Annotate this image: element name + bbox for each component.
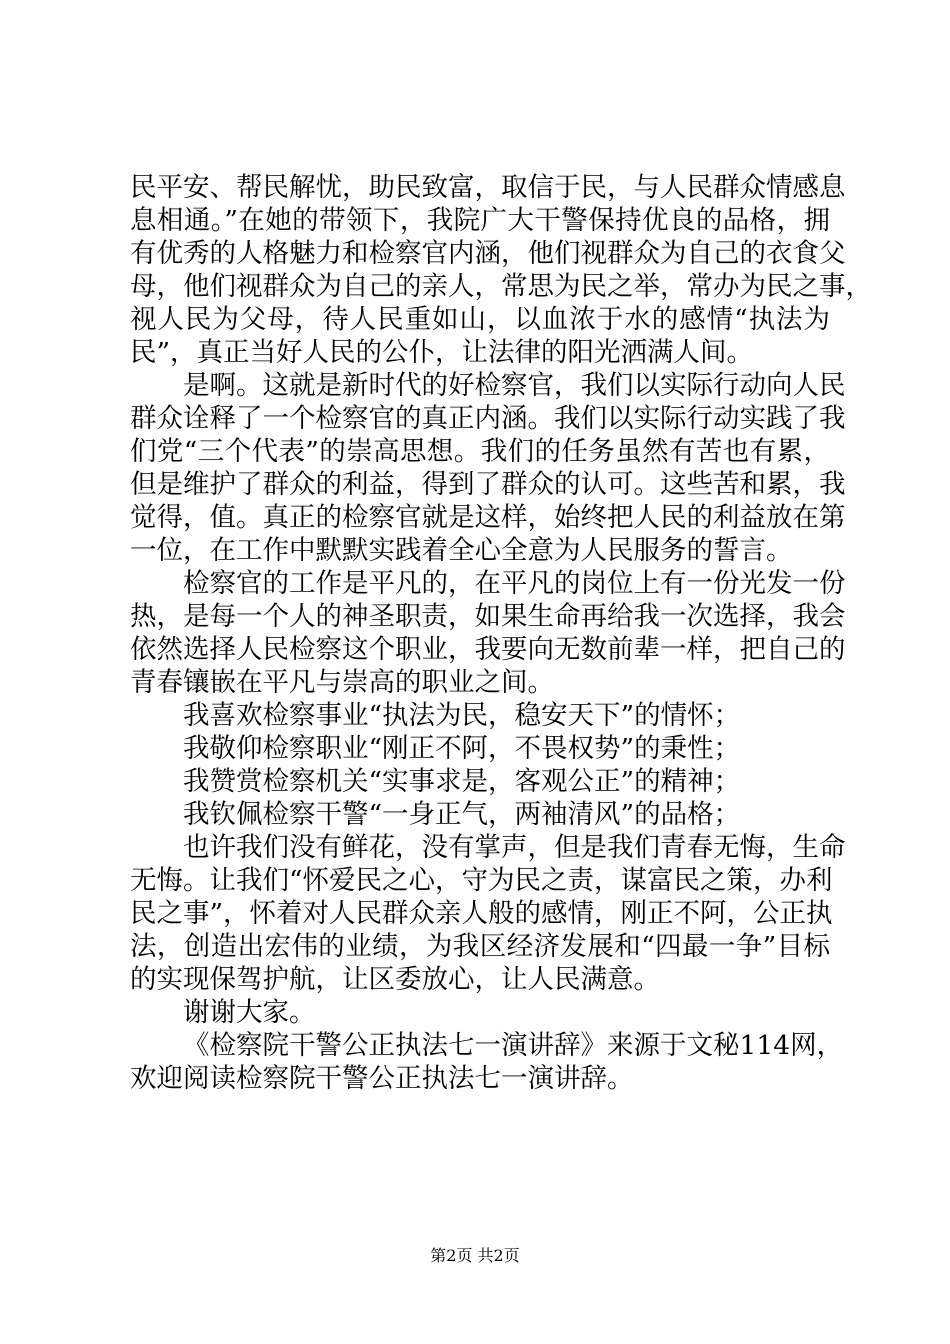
text-line: 民”，真正当好人民的公仆，让法律的阳光洒满人间。 (130, 337, 754, 368)
text-line: 一位，在工作中默默实践着全心全意为人民服务的誓言。 (130, 535, 793, 566)
text-line: 热，是每一个人的神圣职责，如果生命再给我一次选择，我会 (130, 601, 846, 632)
text-line: 我钦佩检察干警“一身正气，两袖清风”的品格； (183, 799, 741, 830)
text-line: 依然选择人民检察这个职业，我要向无数前辈一样，把自己的 (130, 634, 846, 665)
text-line: 民之事”，怀着对人民群众亲人般的感情，刚正不阿，公正执 (130, 898, 833, 929)
text-line: 无悔。让我们“怀爱民之心，守为民之责，谋富民之策，办利 (130, 865, 833, 896)
text-line: 但是维护了群众的利益，得到了群众的认可。这些苦和累，我 (130, 469, 846, 500)
text-line: 们党“三个代表”的崇高思想。我们的任务虽然有苦也有累， (130, 436, 830, 467)
text-line: 母，他们视群众为自己的亲人，常思为民之举，常办为民之事， (130, 271, 872, 302)
text-line: 青春镶嵌在平凡与崇高的职业之间。 (130, 667, 554, 698)
text-line: 民平安、帮民解忧，助民致富，取信于民，与人民群众情感息 (130, 172, 846, 203)
page-number-footer: 第2页 共2页 (430, 1246, 520, 1265)
text-line: 也许我们没有鲜花，没有掌声，但是我们青春无悔，生命 (183, 832, 846, 863)
text-line: 欢迎阅读检察院干警公正执法七一演讲辞。 (130, 1063, 634, 1094)
text-line: 我喜欢检察事业“执法为民，稳安天下”的情怀； (183, 700, 741, 731)
text-line: 视人民为父母，待人民重如山，以血浓于水的感情“执法为 (130, 304, 830, 335)
text-line: 是啊。这就是新时代的好检察官，我们以实际行动向人民 (183, 370, 846, 401)
text-line: 息相通。”在她的带领下，我院广大干警保持优良的品格，拥 (130, 205, 830, 236)
text-line: 《检察院干警公正执法七一演讲辞》来源于文秘114网， (183, 1030, 844, 1061)
text-line: 有优秀的人格魅力和检察官内涵，他们视群众为自己的衣食父 (130, 238, 846, 269)
text-line: 检察官的工作是平凡的，在平凡的岗位上有一份光发一份 (183, 568, 846, 599)
text-line: 群众诠释了一个检察官的真正内涵。我们以实际行动实践了我 (130, 403, 846, 434)
text-line: 的实现保驾护航，让区委放心，让人民满意。 (130, 964, 660, 995)
document-body (130, 171, 872, 1095)
text-line: 我赞赏检察机关“实事求是，客观公正”的精神； (183, 766, 741, 797)
text-line: 法，创造出宏伟的业绩，为我区经济发展和“四最一争”目标 (130, 931, 830, 962)
text-line: 我敬仰检察职业“刚正不阿，不畏权势”的秉性； (183, 733, 741, 764)
text-line: 觉得，值。真正的检察官就是这样，始终把人民的利益放在第 (130, 502, 846, 533)
text-line: 谢谢大家。 (183, 997, 316, 1028)
